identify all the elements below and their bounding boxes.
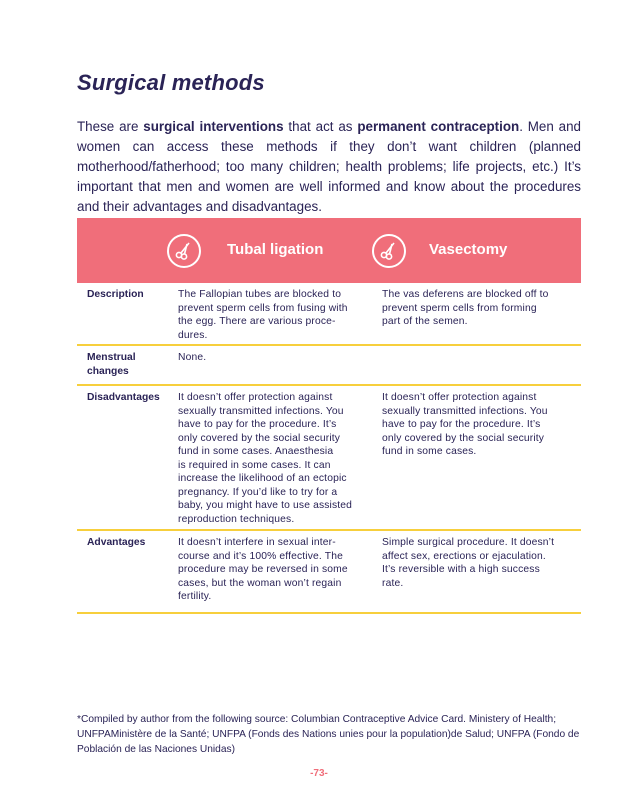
intro-paragraph: These are surgical interventions that act as permanent contraception. Men and women can access these methods if they don’t want children (planned motherhood/fatherhood; too many children; health problems; life projects, etc.) It’s important that men and women are well informed and know about the procedures and their advantages and disadvantages. bbox=[77, 119, 582, 214]
row-label: Description bbox=[87, 289, 144, 300]
footnote: *Compiled by author from the following source: Columbian Contraceptive Advice Card. Ministery of Health; UNFPAMinistère de la Santé; UNFPA (Fonds des Nations unies pour la population)de Salud; UNFPA (Fondo de Población de las Naciones Unidas) bbox=[77, 714, 580, 755]
column-header-label: Vasectomy bbox=[429, 241, 508, 258]
row-label: Advantages bbox=[87, 537, 146, 548]
table-row-menstrual-changes bbox=[77, 346, 581, 386]
table-row-description bbox=[77, 283, 581, 346]
vasectomy-disadvantages: It doesn’t offer protection against sexually transmitted infections. You have to pay for the procedure. It’s only covered by the social security fund in some cases. bbox=[382, 392, 548, 457]
page-title: Surgical methods bbox=[77, 70, 265, 95]
row-label: Menstrual changes bbox=[87, 352, 136, 377]
row-label: Disadvantages bbox=[87, 392, 160, 403]
tubal-ligation-description: The Fallopian tubes are blocked to prevent sperm cells from fusing with the egg. There are various proce- dures. bbox=[178, 289, 348, 341]
vasectomy-description: The vas deferens are blocked off to prevent sperm cells from forming part of the semen. bbox=[382, 289, 549, 327]
table-header bbox=[77, 218, 581, 283]
scissors-icon bbox=[372, 234, 406, 268]
column-header-tubal-ligation bbox=[167, 218, 367, 283]
vasectomy-advantages: Simple surgical procedure. It doesn’t affect sex, erections or ejaculation. It’s reversible with a high success rate. bbox=[382, 537, 555, 589]
table-row-disadvantages bbox=[77, 386, 581, 531]
page-number: -73- bbox=[310, 768, 328, 779]
tubal-ligation-disadvantages: It doesn’t offer protection against sexually transmitted infections. You have to pay for the procedure. It’s only covered by the social security fund in some cases. Anaesthesia is required in some cases. It can increase the likelihood of an ectopic pregnancy. If you’d like to try for a baby, you might have to use assisted reproduction techniques. bbox=[178, 392, 353, 525]
column-header-vasectomy bbox=[372, 218, 581, 283]
tubal-ligation-advantages: It doesn’t interfere in sexual inter- course and it’s 100% effective. The procedure may be reversed in some cases, but the woman won’t regain fertility. bbox=[178, 537, 348, 602]
table-row-advantages bbox=[77, 531, 581, 614]
scissors-icon bbox=[167, 234, 201, 268]
column-header-label: Tubal ligation bbox=[227, 241, 324, 258]
tubal-ligation-menstrual-changes: None. bbox=[178, 352, 207, 363]
